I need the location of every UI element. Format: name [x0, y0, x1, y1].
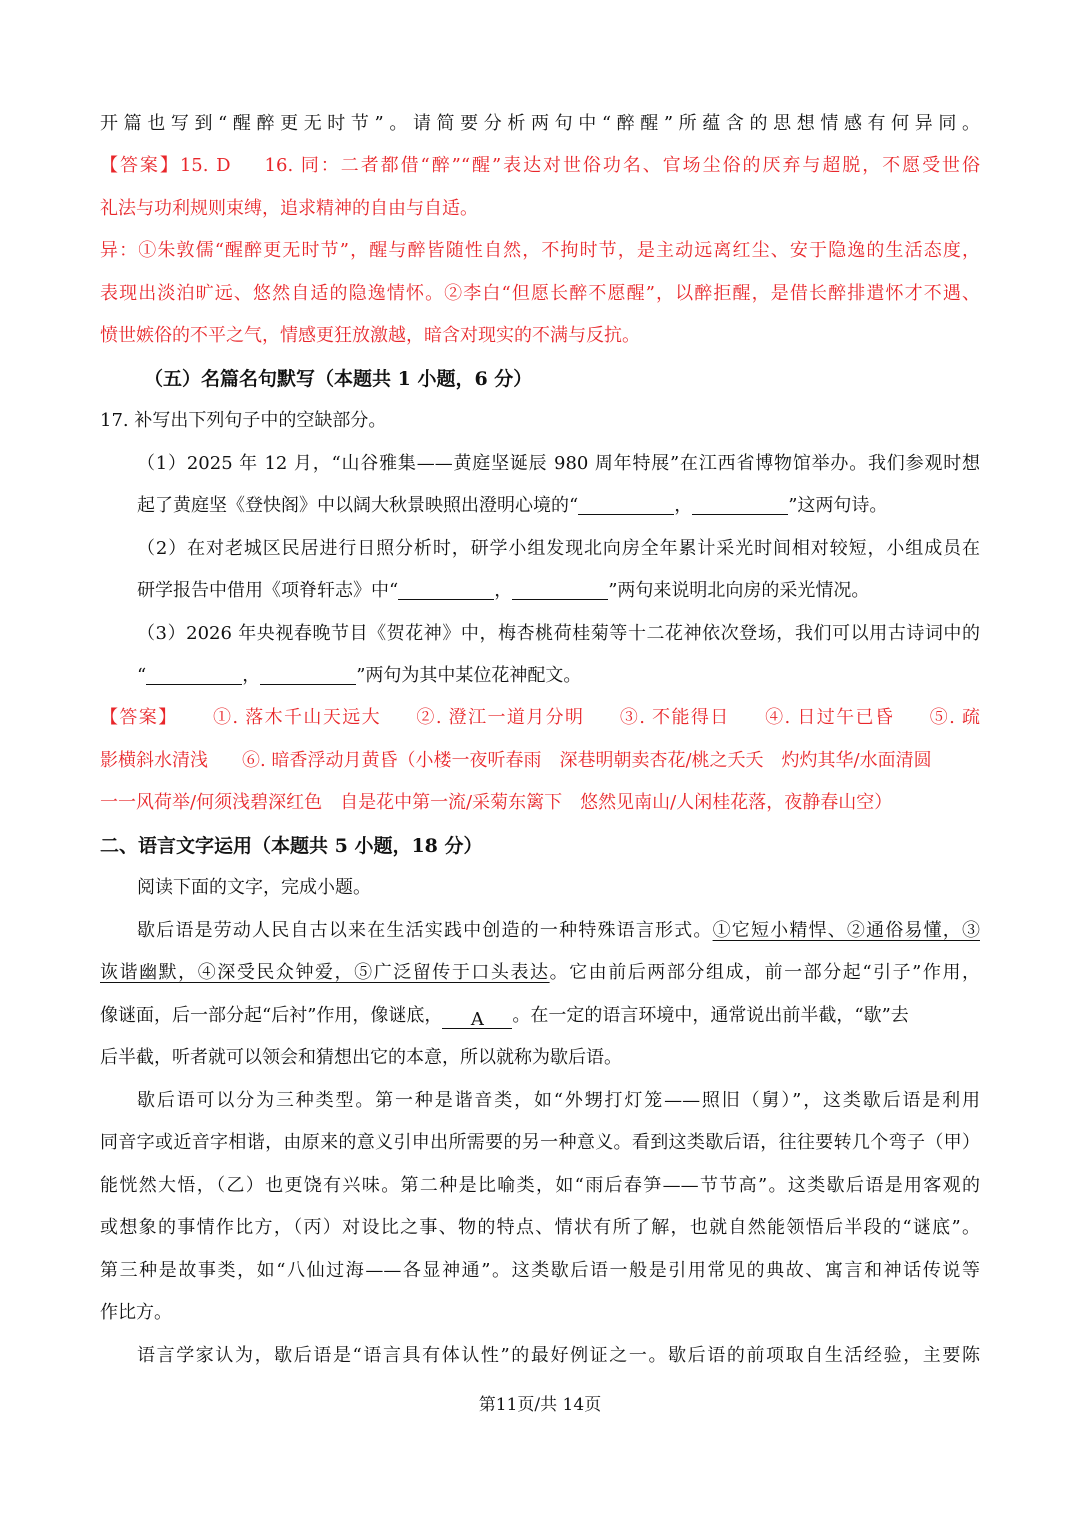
p1-line3 [100, 1004, 909, 1029]
q17-item1-pre: 起了黄庭坚《登快阁》中以阔大秋景映照出澄明心境的“ [137, 495, 579, 516]
p1-line3-post: 。在一定的语言环境中，通常说出前半截，“歇”去 [512, 1005, 909, 1026]
comma: ， [494, 580, 513, 601]
answer-label: 【答案】 [100, 707, 178, 728]
answer-17-line3: 一一风荷举/何须浅碧深红色 自是花中第一流/采菊东篱下 悠然见南山/人闲桂花落，夜静春山空） [100, 792, 893, 813]
p1-line1-pre: 歇后语是劳动人民自古以来在生活实践中创造的一种特殊语言形式。 [137, 920, 713, 941]
comma: ， [674, 495, 693, 516]
underlined-sentence-part1: ①它短小精悍、②通俗易懂，③ [712, 920, 980, 941]
p2-line2: 同音字或近音字相谐，由原来的意义引申出所需要的另一种意义。看到这类歇后语，往往要转几个弯子（甲） [100, 1132, 980, 1153]
answer-17-a1: ①. 落木千山天远大 [211, 707, 382, 728]
q17-item3-pre: “ [137, 665, 147, 686]
answer-diff-line3: 愤世嫉俗的不平之气，情感更狂放激越，暗含对现实的不满与反抗。 [100, 325, 640, 346]
answer-17-a6: ⑥. 暗香浮动月黄昏（小楼一夜听春雨 深巷明朝卖杏花/桃之夭夭 灼灼其华/水面清圆 [242, 750, 932, 771]
blank-5[interactable] [146, 664, 242, 685]
answer-16-line1: 16. 同：二者都借“醉”“醒”表达对世俗功名、官场尘俗的厌弃与超脱，不愿受世俗 [264, 155, 981, 176]
p2-line4: 或想象的事情作比方，（丙）对设比之事、物的特点、情状有所了解，也就自然能领悟后半段的“谜底”。 [100, 1217, 980, 1238]
answer-15: 15. D [179, 155, 231, 176]
comma: ， [242, 665, 261, 686]
q17-stem: 17. 补写出下列句子中的空缺部分。 [100, 410, 387, 431]
blank-6[interactable] [260, 664, 356, 685]
q17-item3-line1: （3）2026 年央视春晚节目《贺花神》中，梅杏桃荷桂菊等十二花神依次登场，我们可以用古诗词中的 [137, 623, 980, 644]
p1-line1 [137, 919, 980, 943]
q17-item1-line2 [137, 494, 887, 518]
p2-line5: 第三种是故事类，如“八仙过海——各显神通”。这类歇后语一般是引用常见的典故、寓言和神话传说等 [100, 1260, 980, 1281]
section5-heading: （五）名篇名句默写（本题共 1 小题，6 分） [144, 368, 533, 390]
answer-17-a3: ③. 不能得日 [618, 707, 730, 728]
answer-16-line2: 礼法与功利规则束缚，追求精神的自由与自适。 [100, 198, 478, 219]
blank-4[interactable] [512, 579, 608, 600]
p1-line2-post: 。它由前后两部分组成，前一部分起“引子”作用， [549, 962, 981, 983]
q17-item2-line1: （2）在对老城区民居进行日照分析时，研学小组发现北向房全年累计采光时间相对较短，小组成员在 [137, 538, 980, 559]
p1-line2 [100, 961, 980, 985]
answer-15-16-line1 [100, 154, 980, 178]
q17-item3-line2 [137, 664, 581, 688]
q17-item1-post: ”这两句诗。 [788, 495, 888, 516]
page-footer: 第11页/共 14页 [478, 1395, 602, 1415]
q17-item2-post: ”两句来说明北向房的采光情况。 [608, 580, 870, 601]
underlined-sentence-part2: 诙谐幽默，④深受民众钟爱，⑤广泛留传于口头表达 [100, 962, 550, 983]
answer-diff-line2: 表现出淡泊旷远、悠然自适的隐逸情怀。②李白“但愿长醉不愿醒”，以醉拒醒，是借长醉排遣怀才不遇、 [100, 283, 980, 304]
q17-item2-line2 [137, 579, 869, 603]
q17-item3-post: ”两句为其中某位花神配文。 [356, 665, 582, 686]
q17-item2-pre: 研学报告中借用《项脊轩志》中“ [137, 580, 399, 601]
blank-3[interactable] [398, 579, 494, 600]
p2-line1: 歇后语可以分为三种类型。第一种是谐音类，如“外甥打灯笼——照旧（舅）”，这类歇后语是利用 [137, 1090, 980, 1111]
blank-2[interactable] [692, 494, 788, 515]
answer-17-line2 [100, 749, 932, 773]
answer-17-a5b: 影横斜水清浅 [100, 750, 208, 771]
answer-17-a4: ④. 日过午已昏 [763, 707, 895, 728]
p1-line4: 后半截，听者就可以领会和猜想出它的本意，所以就称为歇后语。 [100, 1047, 622, 1068]
answer-17-a2: ②. 澄江一道月分明 [415, 707, 585, 728]
p2-line6: 作比方。 [100, 1302, 172, 1323]
q17-item1-line1: （1）2025 年 12 月，“山谷雅集——黄庭坚诞辰 980 周年特展”在江西省博物馆举办。我们参观时想 [137, 453, 980, 474]
intro-line: 开篇也写到“醒醉更无时节”。请简要分析两句中“醉醒”所蕴含的思想情感有何异同。 [100, 113, 980, 134]
p1-line3-pre: 像谜面，后一部分起“后衬”作用，像谜底， [100, 1005, 443, 1026]
blank-A[interactable]: A [442, 1008, 512, 1029]
p3-line1: 语言学家认为，歇后语是“语言具有体认性”的最好例证之一。歇后语的前项取自生活经验，主要陈 [137, 1345, 980, 1366]
answer-diff-line1: 异：①朱敦儒“醒醉更无时节”，醒与醉皆随性自然，不拘时节，是主动远离红尘、安于隐逸的生活态度， [100, 240, 980, 261]
p2-line3: 能恍然大悟，（乙）也更饶有兴味。第二种是比喻类，如“雨后春笋——节节高”。这类歇后语是用客观的 [100, 1175, 980, 1196]
reading-instruction: 阅读下面的文字，完成小题。 [137, 877, 371, 898]
answer-label: 【答案】 [100, 155, 180, 176]
section2-heading: 二、语言文字运用（本题共 5 小题，18 分） [100, 835, 483, 857]
blank-1[interactable] [578, 494, 674, 515]
answer-17-line1 [100, 706, 980, 730]
answer-17-a5a: ⑤. 疏 [928, 707, 980, 728]
